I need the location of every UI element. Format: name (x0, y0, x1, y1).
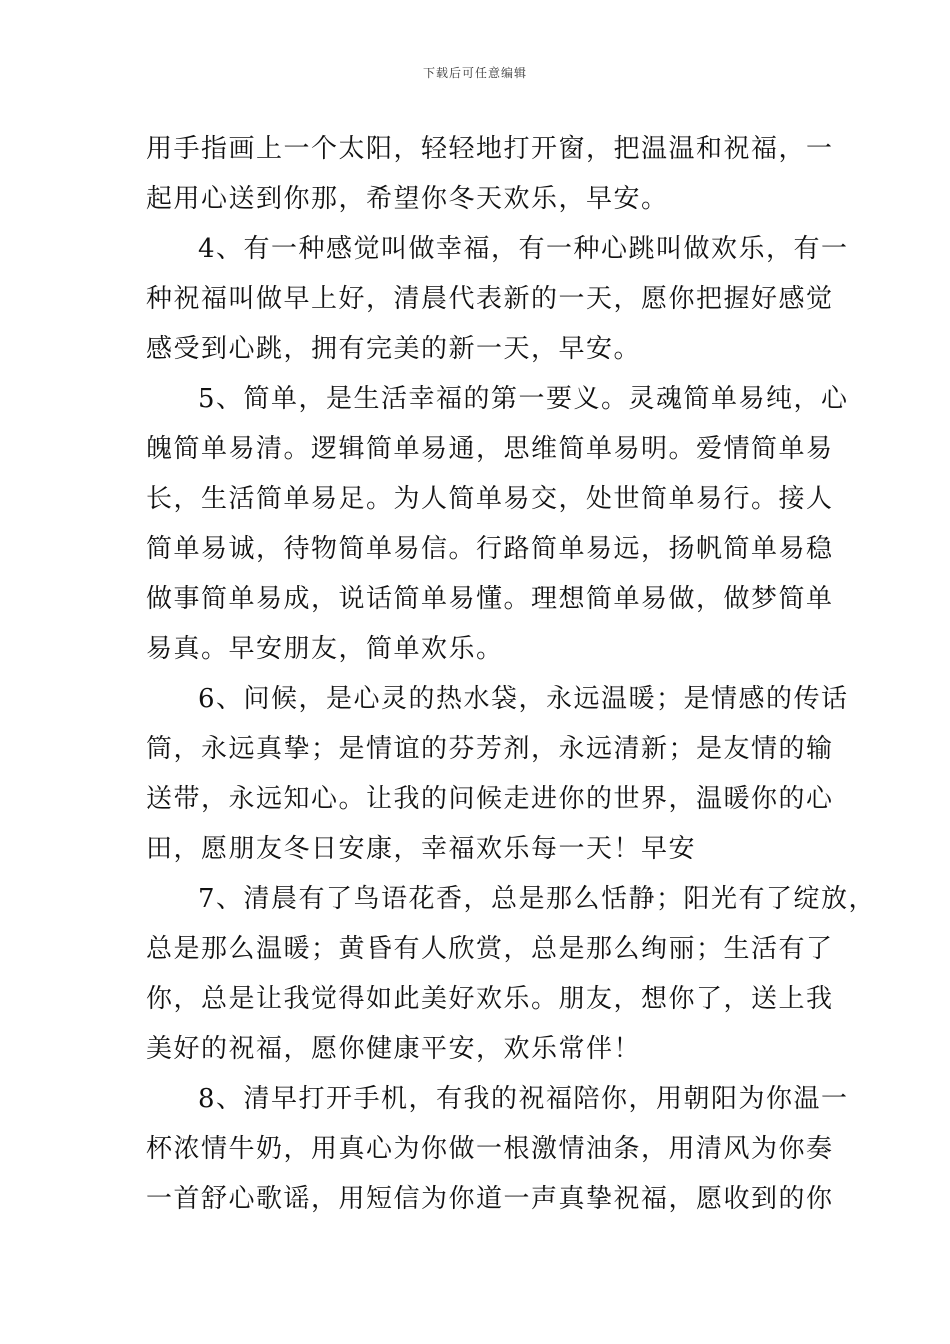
text-line: 用手指画上一个太阳，轻轻地打开窗，把温温和祝福，一 (146, 134, 834, 164)
text-line: 杯浓情牛奶，用真心为你做一根激情油条，用清风为你奏 (146, 1134, 834, 1164)
paragraph-start-line: 4、有一种感觉叫做幸福，有一种心跳叫做欢乐，有一 (198, 234, 849, 264)
text-line: 你，总是让我觉得如此美好欢乐。朋友，想你了，送上我 (146, 984, 834, 1014)
text-line: 魄简单易清。逻辑简单易通，思维简单易明。爱情简单易 (146, 434, 834, 464)
paragraph-start-line: 7、清晨有了鸟语花香，总是那么恬静；阳光有了绽放， (198, 884, 877, 914)
text-line: 起用心送到你那，希望你冬天欢乐，早安。 (146, 184, 669, 214)
text-line: 美好的祝福，愿你健康平安，欢乐常伴！ (146, 1034, 642, 1064)
paragraph-start-line: 5、简单，是生活幸福的第一要义。灵魂简单易纯，心 (198, 384, 849, 414)
page-header: 下载后可任意编辑 (422, 66, 527, 80)
text-line: 长，生活简单易足。为人简单易交，处世简单易行。接人 (146, 484, 834, 514)
text-line: 易真。早安朋友，简单欢乐。 (146, 634, 504, 664)
text-line: 一首舒心歌谣，用短信为你道一声真挚祝福，愿收到的你 (146, 1184, 834, 1214)
text-line: 送带，永远知心。让我的问候走进你的世界，温暖你的心 (146, 784, 834, 814)
document-body (146, 124, 877, 1224)
text-line: 筒，永远真挚；是情谊的芬芳剂，永远清新；是友情的输 (146, 734, 834, 764)
text-line: 总是那么温暖；黄昏有人欣赏，总是那么绚丽；生活有了 (146, 934, 834, 964)
text-line: 种祝福叫做早上好，清晨代表新的一天，愿你把握好感觉 (146, 284, 834, 314)
text-line: 简单易诚，待物简单易信。行路简单易远，扬帆简单易稳 (146, 534, 834, 564)
text-line: 感受到心跳，拥有完美的新一天，早安。 (146, 334, 642, 364)
text-line: 田，愿朋友冬日安康，幸福欢乐每一天！早安 (146, 834, 697, 864)
text-line: 做事简单易成，说话简单易懂。理想简单易做，做梦简单 (146, 584, 834, 614)
paragraph-start-line: 6、问候，是心灵的热水袋，永远温暖；是情感的传话 (198, 684, 849, 714)
paragraph-start-line: 8、清早打开手机，有我的祝福陪你，用朝阳为你温一 (198, 1084, 849, 1114)
